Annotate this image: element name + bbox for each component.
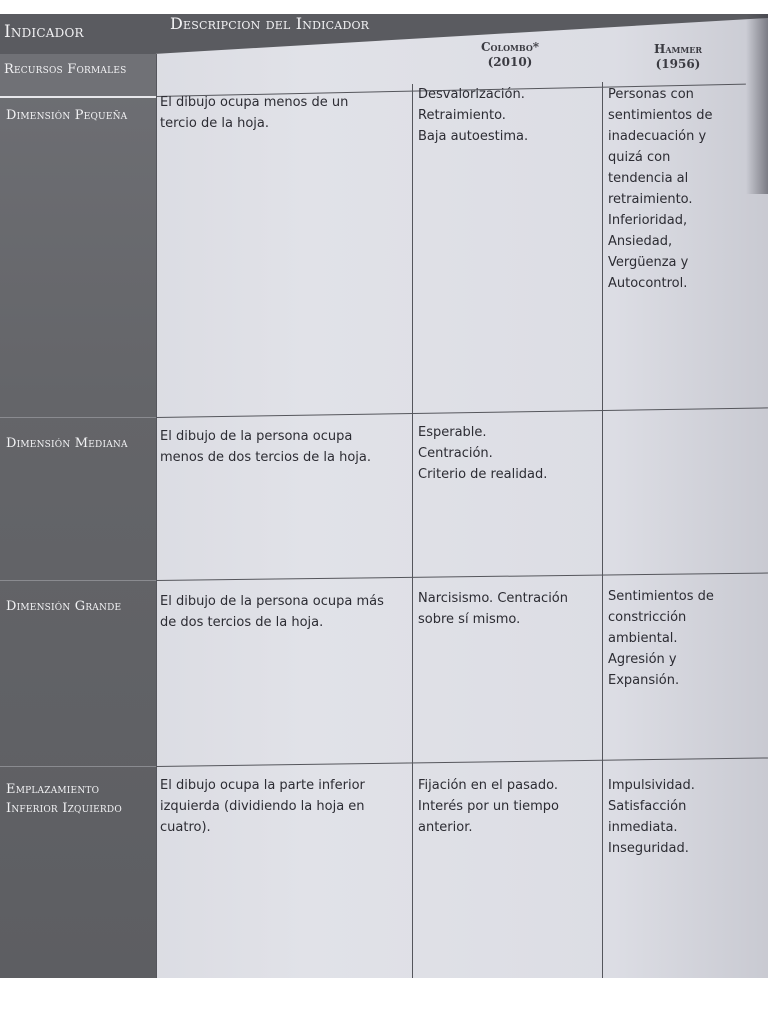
row-colombo: Esperable. Centración. Criterio de realidad. bbox=[418, 425, 548, 482]
row-divider-left bbox=[0, 766, 156, 767]
indicator-column-band bbox=[0, 14, 156, 978]
row-label-dimension-pequena: Dimensión Pequeña bbox=[6, 108, 128, 123]
row-divider-left bbox=[0, 417, 156, 418]
source-author: Colombo* bbox=[480, 40, 540, 54]
header-descripcion: Descripcion del Indicador bbox=[170, 14, 370, 33]
source-year: (2010) bbox=[487, 55, 533, 69]
row-colombo: Desvalorización. Retraimiento. Baja autoestima. bbox=[418, 87, 529, 144]
row-description: El dibujo de la persona ocupa más de dos tercios de la hoja. bbox=[160, 594, 384, 630]
column-divider bbox=[602, 82, 603, 978]
row-divider-left bbox=[0, 580, 156, 581]
column-divider bbox=[412, 84, 413, 978]
source-author: Hammer bbox=[653, 42, 702, 56]
column-divider bbox=[156, 54, 157, 978]
row-description: El dibujo ocupa la parte inferior izquierda (dividiendo la hoja en cuatro). bbox=[160, 778, 365, 835]
header-recursos-formales: Recursos Formales bbox=[4, 62, 127, 77]
row-colombo: Narcisismo. Centración sobre sí mismo. bbox=[418, 591, 568, 627]
row-hammer: Personas con sentimientos de inadecuación y quizá con tendencia al retraimiento. Inferioridad, Ansiedad, Vergüenza y Autocontrol. bbox=[608, 87, 713, 291]
row-description: El dibujo de la persona ocupa menos de dos tercios de la hoja. bbox=[160, 429, 372, 465]
row-colombo: Fijación en el pasado. Interés por un tiempo anterior. bbox=[418, 778, 560, 835]
row-description: El dibujo ocupa menos de un tercio de la hoja. bbox=[160, 95, 349, 131]
row-hammer: Sentimientos de constricción ambiental. Agresión y Expansión. bbox=[608, 589, 714, 688]
header-indicador: Indicador bbox=[4, 22, 84, 42]
source-header-colombo bbox=[440, 40, 580, 70]
source-header-hammer bbox=[618, 42, 738, 72]
row-label-emplazamiento-inferior-izquierdo: Emplazamiento Inferior Izquierdo bbox=[6, 782, 122, 816]
source-year: (1956) bbox=[655, 57, 701, 71]
row-label-dimension-grande: Dimensión Grande bbox=[6, 599, 122, 614]
row-label-dimension-mediana: Dimensión Mediana bbox=[6, 436, 128, 451]
row-hammer: Impulsividad. Satisfacción inmediata. Inseguridad. bbox=[608, 778, 695, 856]
